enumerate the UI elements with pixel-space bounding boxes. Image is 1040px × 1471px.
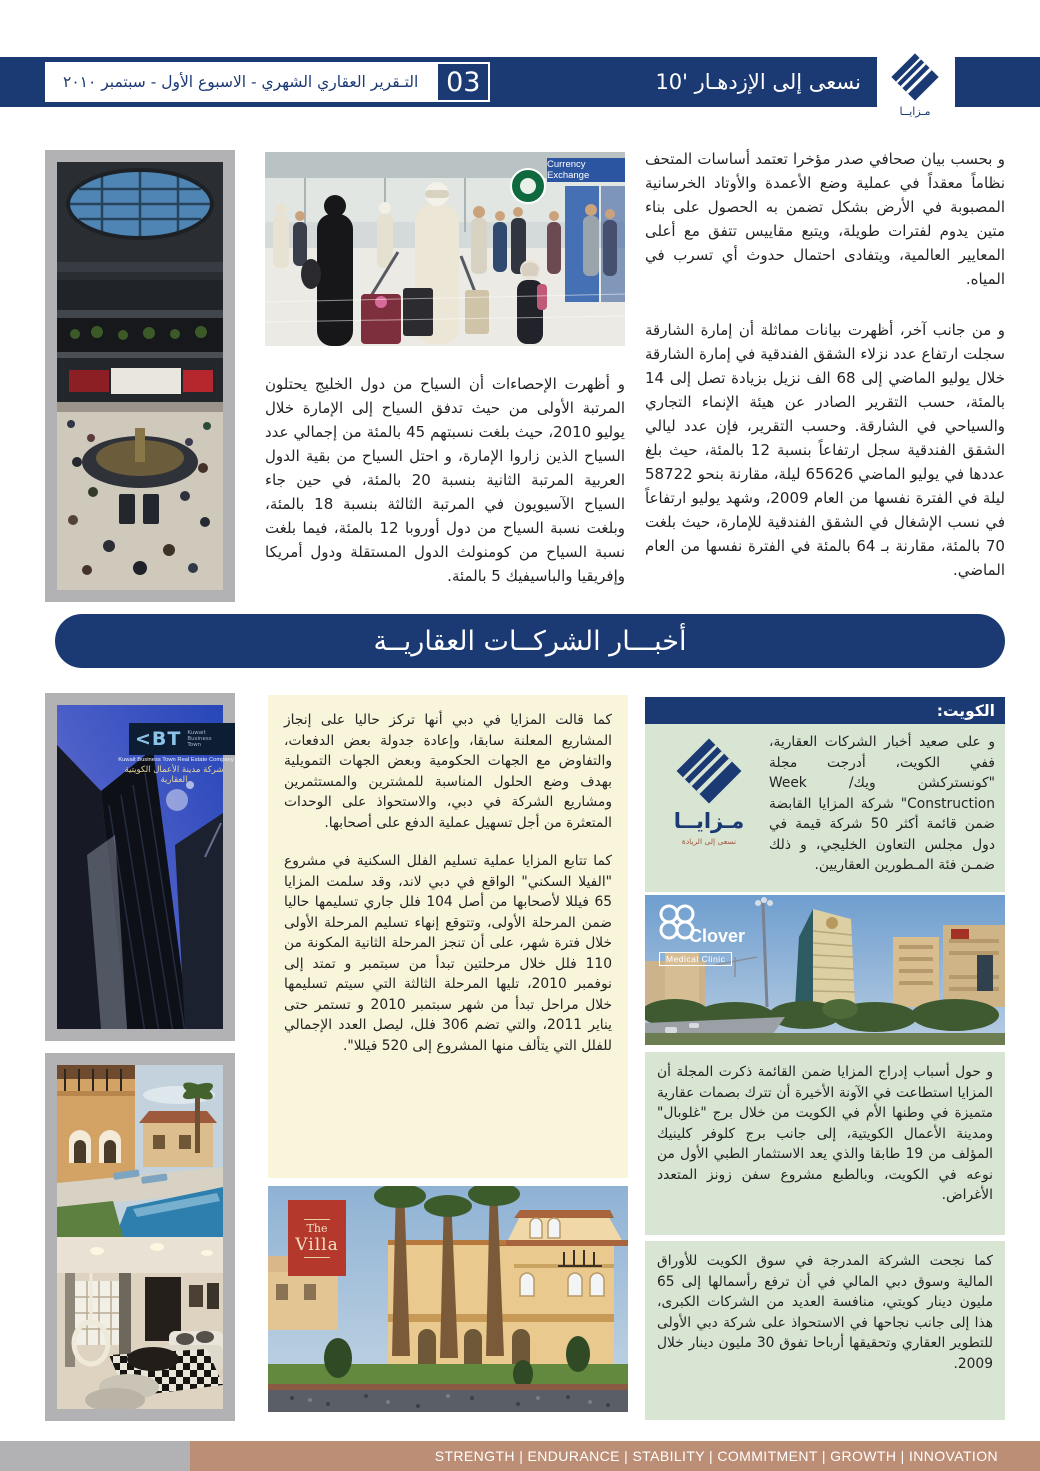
clover-subtitle: Medical Clinic [659,952,732,966]
mazaya-company-logo [655,734,763,853]
villa-photos-frame [45,1053,235,1421]
kbt-logo-side-text: Kuwait Business Town [187,730,212,748]
page-number: 03 [436,62,490,102]
header-corner-block [955,57,1040,107]
badge-line1: The [306,1221,328,1235]
kbt-caption-arabic: شركة مدينة الأعمال الكويتية العقارية [124,765,224,785]
kbt-tower-photo [57,705,234,1029]
mazaya-wordmark: مـزايــا [899,105,931,118]
mall-interior-photo [57,162,223,590]
villa-project-photo [268,1186,628,1412]
clover-name: Clover [689,926,746,946]
footer-values-bar: STRENGTH | ENDURANCE | STABILITY | COMMITMENT | GROWTH | INNOVATION [190,1441,1040,1471]
report-title: التـقرير العقاري الشهري - الاسبوع الأول - سبتمبر ٢٠١٠ [45,62,436,102]
airport-photo [265,152,625,346]
badge-rule [304,1257,330,1258]
dubai-paragraph-1: كما قالت المزايا في دبي أنها تركز حاليا على إنجاز المشاريع المعلنة سابقا، وإعادة جدولة بعض الدفعات، والتفاوض مع الجهات الحكومية وبعض الجهات التمويلية بهدف وضع الحلول المناسبة للمشترين والمستثمرين ومشاريع الشركة في دبي، والاستحواذ على الوحدات المتعثرة من أجل تسهيل عملية الدفع على أصحابها. [284,712,612,831]
currency-exchange-sign: Currency Exchange [547,158,625,182]
kuwait-label: الكويت: [936,701,995,720]
report-title-group [45,62,490,102]
kuwait-paragraph-1: و على صعيد أخبار الشركات العقارية، ففي الكويت، أدرجت مجلة "كونستركشن ويك/ Week Construction" شركة المزايا القابضة ضمن قائمة أكثر 50 شركة قيمة في دول مجلس التعاون الخليجي، و ذلك ضمـن فئة المـطورين العقاريين. [769,734,995,873]
kuwait-paragraph-3: كما نجحت الشركة المدرجة في سوق الكويت للأوراق المالية وسوق دبي المالي في أن ترفع رأسمالها إلى 65 مليون دينار كويتي، منافسة العديد من الشركات الكبرى، هذا إلى جانب نجاحها في الاستحواذ على شركة دبي الأولى للتطوير العقاري وتحقيقها أرباحا تفوق 30 مليون دينار خلال 2009. [657,1253,993,1372]
mazaya-header-logo [882,50,948,118]
kbt-caption-english: Kuwait Business Town Real Estate Company [118,757,234,763]
badge-rule [304,1219,330,1220]
footer-gray-block [0,1441,190,1471]
museum-foundations-paragraph: و بحسب بيان صحافي صدر مؤخرا تعتمد أساسات المتحف نظاماً معقداً في عملية وضع الأعمدة والأوتاد الخرسانية المصبوبة في الأرض بشكل تضمن به الحصول على بناء متين يدوم لفترات طويلة، ويتبع مقاييس تتفق مع أعلى المعايير العالمية، ويتفادى احتمال حدوث أي تسرب في المياه. [645,150,1005,288]
banner-title: أخبـــار الشركــات العقاريــة [373,625,687,657]
kuwait-news-block-2 [645,1052,1005,1235]
header-bar [0,57,877,107]
kbt-photo-frame [45,693,235,1041]
tourism-statistics-paragraph: و أظهرت الإحصاءات أن السياح من دول الخليج يحتلون المرتبة الأولى من حيث تدفق السياح إلى الإمارة خلال يوليو 2010، حيث بلغت نسبتهم 45 بالمئة من إجمالي عدد السياح الذين زاروا الإمارة، و احتل السياح من بقية الدول العربية المرتبة الثانية بنسبة 20 بالمئة، في حين جاء السياح الآسيويون في المرتبة الثالثة بنسبة 18 بالمئة، وبلغت نسبة السياح من دول أوروبا 12 بالمئة، فيما بلغت نسبة السياح من كومنولث الدول المستقلة ودول أمريكا وإفريقيا والباسيفيك 5 بالمئة. [265,375,625,585]
kuwait-section-header [645,697,1005,724]
kbt-logo [129,723,235,755]
companies-news-banner [55,614,1005,668]
kuwait-news-block-3 [645,1241,1005,1420]
the-villa-badge [288,1200,346,1276]
kuwait-city-photo [645,895,1005,1045]
sharjah-hotel-apartments-paragraph: و من جانب آخر، أظهرت بيانات مماثلة أن إمارة الشارقة سجلت ارتفاع عدد نزلاء الشقق الفندقية في إمارة الشارقة خلال يوليو الماضي إلى 68 الف نزيل بزيادة تصل إلى 14 بالمئة، حسب التقرير الصادر عن هيئة الإنماء التجاري والسياحي في الشارقة. وحسب التقرير، فإن عدد ليالي الشقق الفندقية سجل ارتفاعاً بنسبة 12 بالمئة، حيث بلغ عددها في يوليو الماضي 65626 ليلة، مقارنة بنحو 58722 ليلة في الفترة نفسها من العام 2009، وشهد يوليو ارتفاعاً في نسب الإشغال في الشقق الفندقية للإمارة، حيث بلغت 70 بالمئة، مقارنة بـ 64 بالمئة في الفترة نفسها من العام الماضي. [645,321,1005,579]
mazaya-wordmark: مـزايــا [673,808,745,833]
mazaya-tagline: نسعى إلى الريادة [681,837,737,846]
kuwait-news-block-1 [645,724,1005,892]
badge-line2: Villa [295,1234,339,1255]
dubai-news-block [268,695,628,1178]
villa-pool-photo [57,1065,223,1237]
clover-clinic-logo [655,903,785,966]
kuwait-paragraph-2: و حول أسباب إدراج المزايا ضمن القائمة ذكرت المجلة أن المزايا استطاعت في الآونة الأخيرة أن تترك بصمات عقارية متميزة في وطنها الأم في الكويت من خلال برج "غلوبال" ومدينة الأعمال الكويتية، إلى جانب برج كلوفر كلينيك المؤلف من 19 طابقا والذي يعد الاستثمار الطبي الأول من نوعه في الكويت، وبالطبع مشروع سفن زونز المتعدد الأغراض. [657,1064,993,1203]
kbt-logo-mark: <BT [135,728,182,750]
dubai-paragraph-2: كما تتابع المزايا عملية تسليم الفلل السكنية في مشروع "الفيلا السكني" الواقع في دبي لاند، وقد سلمت المزايا 65 فيللا لأصحابها من أصل 104 فلل جاري تسليمها حاليا ضمن المرحلة الأولى، وتتوقع إنهاء تسليم المرحلة الأولى خلال فترة شهر، على أن تنجز المرحلة الثانية المكونة من 110 فلل خلال مرحلتين تبدأ من سبتمبر و تمتد إلى نوفمبر 2010، تليها المرحلة الثالثة التي سيتم تسليمها خلال مراحل تبدأ من شهر سبتمبر 2010 و تستمر حتى يناير 2011، والتي تضم 306 فلل، ليصل العدد الإجمالي للفلل التي يتألف منها المشروع إلى 520 فيللا". [284,853,612,1054]
header-slogan: نسعى إلى الإزدهـار '10 [655,70,861,94]
mall-photo-frame [45,150,235,602]
villa-interior-photo [57,1237,223,1409]
